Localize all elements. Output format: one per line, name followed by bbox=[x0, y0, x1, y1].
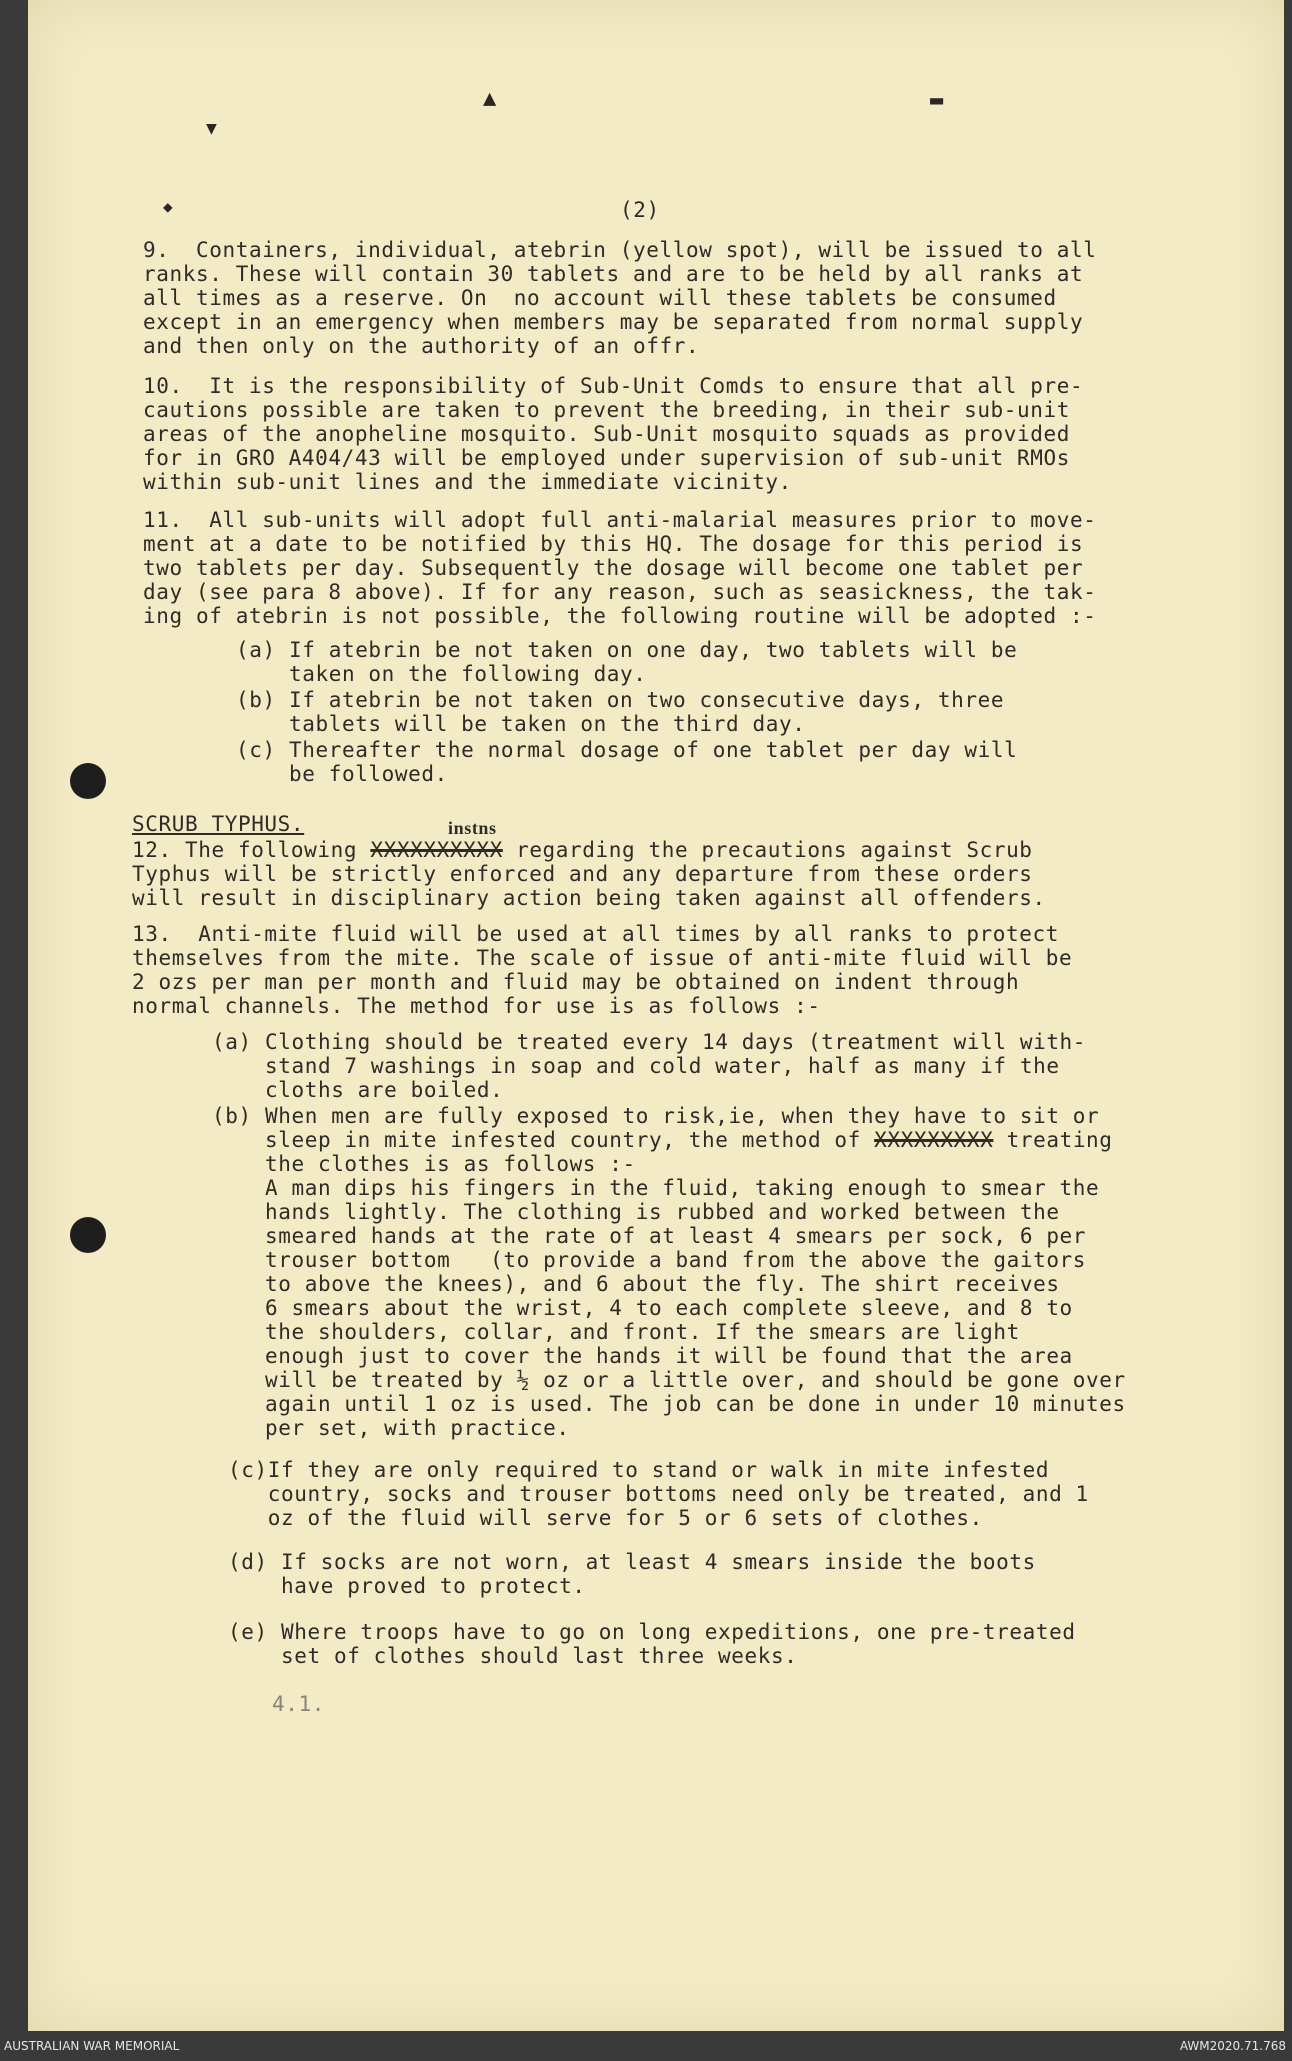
paragraph-number: 12. bbox=[132, 838, 172, 862]
struck-text: XXXXXXXXX bbox=[874, 1128, 994, 1152]
list-item-a-cont: stand 7 washings in soap and cold water, half as many if the bbox=[212, 1054, 1060, 1078]
handwritten-insert: instns bbox=[448, 818, 497, 838]
list-item-a-cont: taken on the following day. bbox=[236, 662, 647, 686]
list-item-d: (d) If socks are not worn, at least 4 smears inside the boots bbox=[228, 1550, 1036, 1574]
list-item-b-cont: the clothes is as follows :- bbox=[212, 1152, 636, 1176]
text-line: areas of the anopheline mosquito. Sub-Unit mosquito squads as provided bbox=[143, 422, 1071, 446]
list-item-b: (b) If atebrin be not taken on two consecutive days, three bbox=[236, 688, 1005, 712]
text-line: ranks. These will contain 30 tablets and are to be held by all ranks at bbox=[143, 262, 1084, 286]
text-line: 11. All sub-units will adopt full anti-malarial measures prior to move- bbox=[143, 508, 1097, 532]
text-line: will result in disciplinary action being taken against all offenders. bbox=[132, 886, 1046, 910]
text-fragment: regarding the precautions against Scrub bbox=[502, 838, 1033, 862]
ink-mark: ◆ bbox=[163, 197, 173, 216]
list-item-c: (c) Thereafter the normal dosage of one tablet per day will bbox=[236, 738, 1018, 762]
ink-mark: ▲ bbox=[483, 86, 497, 111]
list-item-b-cont: 6 smears about the wrist, 4 to each complete sleeve, and 8 to bbox=[212, 1296, 1073, 1320]
text-line: cautions possible are taken to prevent the breeding, in their sub-unit bbox=[143, 398, 1071, 422]
text-line: two tablets per day. Subsequently the dosage will become one tablet per bbox=[143, 556, 1084, 580]
list-item-b-cont: smeared hands at the rate of at least 4 smears per sock, 6 per bbox=[212, 1224, 1087, 1248]
list-item-a: (a) If atebrin be not taken on one day, two tablets will be bbox=[236, 638, 1018, 662]
list-item-e-cont: set of clothes should last three weeks. bbox=[228, 1644, 798, 1668]
text-line: 9. Containers, individual, atebrin (yellow spot), will be issued to all bbox=[143, 238, 1097, 262]
punch-hole-top bbox=[70, 763, 106, 799]
ink-mark: ▼ bbox=[206, 118, 217, 139]
list-item-b: (b) When men are fully exposed to risk,ie, when they have to sit or bbox=[212, 1104, 1100, 1128]
ink-mark: ▬ bbox=[930, 88, 944, 113]
text-fragment: treating bbox=[993, 1128, 1113, 1152]
list-item-b-cont: per set, with practice. bbox=[212, 1416, 570, 1440]
list-item-b-cont bbox=[212, 1128, 1113, 1152]
text-line: normal channels. The method for use is as follows :- bbox=[132, 994, 821, 1018]
text-line: ing of atebrin is not possible, the following routine will be adopted :- bbox=[143, 604, 1097, 628]
list-item-a-cont: cloths are boiled. bbox=[212, 1078, 504, 1102]
list-item-b-cont: the shoulders, collar, and front. If the smears are light bbox=[212, 1320, 1020, 1344]
text-line: within sub-unit lines and the immediate vicinity. bbox=[143, 470, 792, 494]
footer-left: AUSTRALIAN WAR MEMORIAL bbox=[4, 2039, 180, 2053]
text-line: 10. It is the responsibility of Sub-Unit Comds to ensure that all pre- bbox=[143, 374, 1084, 398]
list-item-b-cont: hands lightly. The clothing is rubbed and worked between the bbox=[212, 1200, 1060, 1224]
text-line: day (see para 8 above). If for any reason, such as seasickness, the tak- bbox=[143, 580, 1097, 604]
text-fragment: The following bbox=[184, 838, 371, 862]
list-item-a: (a) Clothing should be treated every 14 days (treatment will with- bbox=[212, 1030, 1087, 1054]
document-page bbox=[28, 0, 1284, 2031]
list-item-b-cont: to above the knees), and 6 about the fly. The shirt receives bbox=[212, 1272, 1060, 1296]
text-line: 13. Anti-mite fluid will be used at all times by all ranks to protect bbox=[132, 922, 1060, 946]
list-item-c-cont: oz of the fluid will serve for 5 or 6 sets of clothes. bbox=[228, 1506, 983, 1530]
text-line: except in an emergency when members may be separated from normal supply bbox=[143, 310, 1084, 334]
list-item-b-cont: A man dips his fingers in the fluid, taking enough to smear the bbox=[212, 1176, 1100, 1200]
footer-right: AWM2020.71.768 bbox=[1179, 2039, 1286, 2053]
text-line: all times as a reserve. On no account will these tablets be consumed bbox=[143, 286, 1057, 310]
text-fragment: sleep in mite infested country, the method of bbox=[212, 1128, 875, 1152]
list-item-e: (e) Where troops have to go on long expeditions, one pre-treated bbox=[228, 1620, 1076, 1644]
list-item-b-cont: tablets will be taken on the third day. bbox=[236, 712, 806, 736]
text-line: themselves from the mite. The scale of issue of anti-mite fluid will be bbox=[132, 946, 1073, 970]
list-item-d-cont: have proved to protect. bbox=[228, 1574, 586, 1598]
list-item-c-cont: be followed. bbox=[236, 762, 448, 786]
text-line: ment at a date to be notified by this HQ. The dosage for this period is bbox=[143, 532, 1084, 556]
list-item-b-cont: enough just to cover the hands it will be found that the area bbox=[212, 1344, 1073, 1368]
page-number: (2) bbox=[620, 198, 660, 222]
list-item-b-cont: trouser bottom (to provide a band from the above the gaitors bbox=[212, 1248, 1087, 1272]
list-item-c: (c)If they are only required to stand or walk in mite infested bbox=[228, 1458, 1050, 1482]
section-heading: SCRUB TYPHUS. bbox=[132, 812, 305, 836]
text-line: Typhus will be strictly enforced and any departure from these orders bbox=[132, 862, 1033, 886]
list-item-b-cont: will be treated by ½ oz or a little over, and should be gone over bbox=[212, 1368, 1126, 1392]
text-line bbox=[132, 838, 1033, 862]
list-item-b-cont: again until 1 oz is used. The job can be done in under 10 minutes bbox=[212, 1392, 1126, 1416]
struck-text: XXXXXXXXXX bbox=[370, 838, 503, 862]
text-line: 2 ozs per man per month and fluid may be obtained on indent through bbox=[132, 970, 1020, 994]
list-item-c-cont: country, socks and trouser bottoms need only be treated, and 1 bbox=[228, 1482, 1089, 1506]
text-line: and then only on the authority of an offr. bbox=[143, 334, 700, 358]
text-line: for in GRO A404/43 will be employed under supervision of sub-unit RMOs bbox=[143, 446, 1071, 470]
punch-hole-bottom bbox=[70, 1217, 106, 1253]
trailing-mark: 4.1. bbox=[272, 1692, 325, 1716]
